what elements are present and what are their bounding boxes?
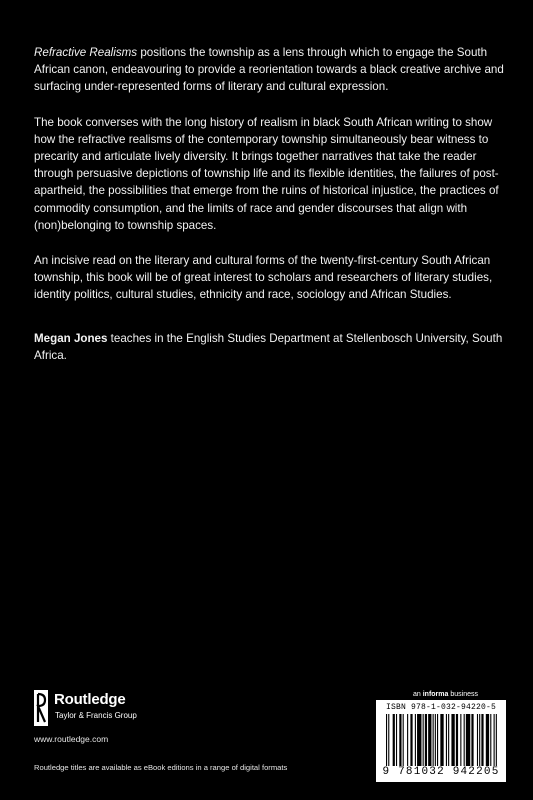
barcode-bar [410,714,412,766]
barcode-bar [437,714,438,766]
barcode-bar [496,714,497,766]
barcode-bar [471,714,473,766]
barcode-bar [448,714,449,766]
barcode-bar [446,714,447,766]
barcode-bar [386,714,387,766]
barcode-bar [460,714,461,766]
barcode-bar [466,714,470,766]
barcode-bar [451,714,454,766]
barcode-bar [486,714,489,766]
blurb-paragraph-3: An incisive read on the literary and cultural forms of the twenty-first-century South African township, this book will be of great interest to scholars and researchers of literary studies, identity politics, cultural studies, ethnicity and race, sociology and African Studies. [34,254,493,302]
barcode-bar [393,714,395,766]
author-bio-text: teaches in the English Studies Department at Stellenbosch University, South Africa. [34,331,503,362]
informa-name: informa [422,691,449,698]
barcode-bar [435,714,436,766]
barcode-bar [399,714,401,766]
barcode-digits: 9 781032 942205 [382,766,500,778]
barcode-bars [386,714,498,766]
barcode-bar [494,714,495,766]
blurb-paragraph-2: The book converses with the long history of realism in black South African writing to show how the refractive realisms of the contemporary township simultaneously bear witness to precarity and articulate lively diversity. It brings together narratives that take the reader through persuasive depictions of township life and its flexible identities, the failures of post-apartheid, the possibilities that emerge from the ruins of historical injustice, the practices of commodity consumption, and the limits of race and gender discourses that align with (non)belonging to township spaces. [34,115,499,232]
barcode-bar [396,714,397,766]
informa-suffix: business [448,691,478,698]
barcode-bar [481,714,483,766]
author-bio [34,330,504,364]
blurb-paragraph-1-text: positions the township as a lens through which to engage the South African canon, endeavouring to provide a reorientation towards a black creative archive and surfacing under-represented forms of literary and cultural expression. [34,46,504,94]
routledge-logo-icon [34,690,48,726]
barcode-bar [403,714,404,766]
barcode-bar [479,714,480,766]
book-title-italic: Refractive Realisms [34,46,138,59]
barcode-bar [417,714,421,766]
informa-business-label [413,691,478,698]
isbn-barcode [376,700,506,782]
barcode-bar [423,714,424,766]
barcode-bar [490,714,491,766]
barcode-bar [440,714,443,766]
ebook-formats-note: Routledge titles are available as eBook editions in a range of digital formats [34,763,288,772]
publisher-name: Routledge [54,691,126,708]
author-name: Megan Jones [34,331,108,345]
barcode-bar [388,714,389,766]
barcode-bar [456,714,458,766]
barcode-bar [407,714,408,766]
publisher-group: Taylor & Francis Group [55,711,137,720]
back-cover-blurb [34,44,504,382]
barcode-bar [415,714,416,766]
barcode-bar [433,714,434,766]
publisher-logo-block [34,690,204,730]
informa-prefix: an [413,691,423,698]
blurb-paragraph-1 [34,44,504,96]
publisher-website[interactable]: www.routledge.com [34,734,109,744]
barcode-bar [428,714,431,766]
isbn-label: ISBN 978-1-032-94220-5 [385,703,497,712]
barcode-bar [477,714,478,766]
barcode-bar [425,714,427,766]
barcode-bar [464,714,465,766]
